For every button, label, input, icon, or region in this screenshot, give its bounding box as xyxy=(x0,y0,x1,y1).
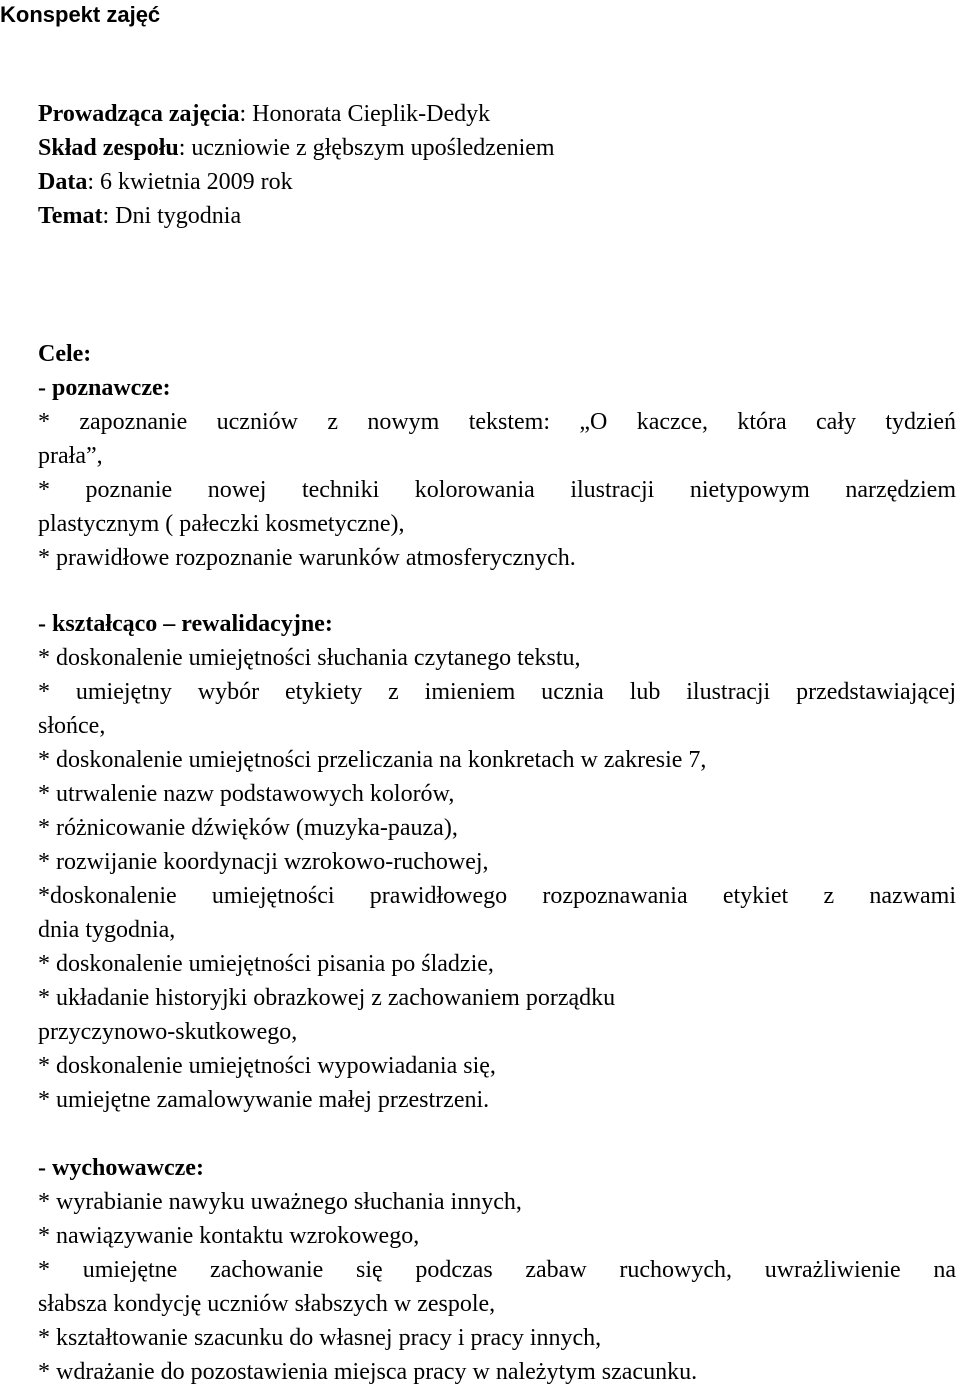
header-date xyxy=(38,165,956,199)
revalidation-heading: - kształcąco – rewalidacyjne: xyxy=(38,611,333,637)
header-topic-label: Temat xyxy=(38,203,103,229)
header-lead xyxy=(38,97,956,131)
goals-heading: Cele: xyxy=(38,341,92,367)
header-lead-label: Prowadząca zajęcia xyxy=(38,101,240,127)
header-team-label: Skład zespołu xyxy=(38,135,179,161)
list-item: * rozwijanie koordynacji wzrokowo-ruchowej, xyxy=(38,849,489,875)
list-item: * kształtowanie szacunku do własnej pracy i pracy innych, xyxy=(38,1325,602,1351)
list-item: * doskonalenie umiejętności wypowiadania się, xyxy=(38,1053,496,1079)
list-item: * poznanie nowej techniki kolorowania ilustracji nietypowym narzędziem xyxy=(38,477,956,503)
list-item: * umiejętny wybór etykiety z imieniem ucznia lub ilustracji przedstawiającej xyxy=(38,679,956,705)
list-item: * wdrażanie do pozostawienia miejsca pracy w należytym szacunku. xyxy=(38,1359,698,1385)
header-topic-value: : Dni tygodnia xyxy=(102,203,242,229)
list-item: słońce, xyxy=(38,713,106,739)
list-item: * utrwalenie nazw podstawowych kolorów, xyxy=(38,781,455,807)
list-item: *doskonalenie umiejętności prawidłowego rozpoznawania etykiet z nazwami xyxy=(38,883,956,909)
header-topic xyxy=(38,199,956,233)
list-item: * doskonalenie umiejętności słuchania czytanego tekstu, xyxy=(38,645,581,671)
header-date-value: : 6 kwietnia 2009 rok xyxy=(87,169,293,195)
list-item: * wyrabianie nawyku uważnego słuchania innych, xyxy=(38,1189,522,1215)
list-item: przyczynowo-skutkowego, xyxy=(38,1019,298,1045)
educational-heading: - wychowawcze: xyxy=(38,1155,204,1181)
header-team xyxy=(38,131,956,165)
list-item: * umiejętne zachowanie się podczas zabaw ruchowych, uwrażliwienie na xyxy=(38,1257,956,1283)
list-item: * umiejętne zamalowywanie małej przestrzeni. xyxy=(38,1087,490,1113)
list-item: prała”, xyxy=(38,443,103,469)
page-title: Konspekt zajęć xyxy=(0,2,161,27)
revalidation-section xyxy=(38,607,956,1117)
goals-cognitive-section xyxy=(38,337,956,575)
list-item: * układanie historyjki obrazkowej z zachowaniem porządku xyxy=(38,985,616,1011)
list-item: plastycznym ( pałeczki kosmetyczne), xyxy=(38,511,405,537)
cognitive-heading: - poznawcze: xyxy=(38,375,171,401)
header-lead-value: : Honorata Cieplik-Dedyk xyxy=(239,101,491,127)
list-item: * zapoznanie uczniów z nowym tekstem: „O kaczce, która cały tydzień xyxy=(38,409,956,435)
header-team-value: : uczniowie z głębszym upośledzeniem xyxy=(178,135,555,161)
list-item: słabsza kondycję uczniów słabszych w zespole, xyxy=(38,1291,496,1317)
list-item: * doskonalenie umiejętności pisania po śladzie, xyxy=(38,951,494,977)
list-item: * nawiązywanie kontaktu wzrokowego, xyxy=(38,1223,420,1249)
list-item: * doskonalenie umiejętności przeliczania na konkretach w zakresie 7, xyxy=(38,747,707,773)
header-date-label: Data xyxy=(38,169,88,195)
list-item: * różnicowanie dźwięków (muzyka-pauza), xyxy=(38,815,458,841)
list-item: * prawidłowe rozpoznanie warunków atmosferycznych. xyxy=(38,545,576,571)
header-block xyxy=(38,97,956,233)
list-item: dnia tygodnia, xyxy=(38,917,176,943)
educational-section xyxy=(38,1151,956,1389)
